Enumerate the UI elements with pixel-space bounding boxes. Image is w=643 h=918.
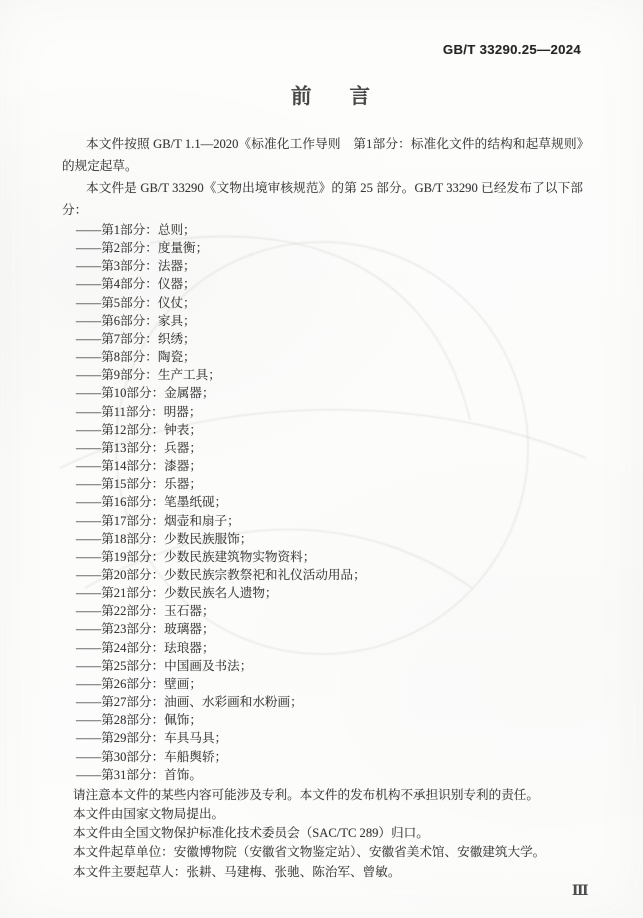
list-item-part: ——第30部分：车船舆轿； (76, 749, 228, 764)
list-item-part: ——第10部分：金属器； (76, 386, 215, 401)
list-item-part: ——第13部分：兵器； (76, 440, 202, 455)
parts-list (62, 221, 583, 784)
list-item-part: ——第17部分：烟壶和扇子； (76, 513, 240, 528)
list-item-part: ——第14部分：漆器； (76, 459, 202, 474)
list-item-part: ——第18部分：少数民族服饰； (76, 531, 253, 546)
title-char-yan: 言 (349, 85, 370, 108)
paragraph-drafting-rules: 本文件按照 GB/T 1.1—2020《标准化工作导则 第1部分：标准化文件的结构和起草规则》的规定起草。 (62, 137, 583, 173)
list-item-part: ——第9部分：生产工具； (76, 368, 221, 383)
notice-paragraph: 本文件由国家文物局提出。 (73, 807, 225, 822)
list-item-part: ——第3部分：法器； (76, 259, 196, 274)
page-title (0, 79, 643, 109)
list-item-part: ——第28部分：佩饰； (76, 713, 202, 728)
list-item-part: ——第15部分：乐器； (76, 477, 202, 492)
notice-paragraph: 请注意本文件的某些内容可能涉及专利。本文件的发布机构不承担识别专利的责任。 (73, 787, 539, 802)
list-item-part: ——第27部分：油画、水彩画和水粉画； (76, 695, 303, 710)
list-item-part: ——第19部分：少数民族建筑物实物资料； (76, 549, 316, 564)
list-item-part: ——第5部分：仪仗； (76, 295, 196, 310)
list-item-part: ——第8部分：陶瓷； (76, 350, 196, 365)
list-item-part: ——第29部分：车具马具； (76, 731, 228, 746)
list-item-part: ——第22部分：玉石器； (76, 604, 215, 619)
list-item-part: ——第21部分：少数民族名人遗物； (76, 586, 278, 601)
list-item-part: ——第6部分：家具； (76, 313, 196, 328)
list-item-part: ——第24部分：珐琅器； (76, 640, 215, 655)
notice-paragraph: 本文件主要起草人：张耕、马建梅、张驰、陈治军、曾敏。 (73, 864, 401, 879)
list-item-part: ——第7部分：织绣； (76, 331, 196, 346)
title-char-qian: 前 (291, 85, 312, 108)
standard-number: GB/T 33290.25—2024 (442, 42, 581, 57)
list-item-part: ——第25部分：中国画及书法； (76, 658, 253, 673)
list-item-part: ——第4部分：仪器； (76, 277, 196, 292)
list-item-part: ——第31部分：首饰。 (76, 767, 202, 782)
notice-paragraph: 本文件由全国文物保护标准化技术委员会（SAC/TC 289）归口。 (73, 826, 429, 841)
list-item-part: ——第20部分：少数民族宗教祭祀和礼仪活动用品； (76, 567, 366, 582)
paragraph-series-intro: 本文件是 GB/T 33290《文物出境审核规范》的第 25 部分。GB/T 33290 已经发布了以下部分： (62, 181, 583, 217)
list-item-part: ——第16部分：笔墨纸砚； (76, 495, 228, 510)
list-item-part: ——第12部分：钟表； (76, 422, 202, 437)
list-item-part: ——第2部分：度量衡； (76, 241, 209, 256)
list-item-part: ——第23部分：玻璃器； (76, 622, 215, 637)
notices-block (62, 786, 583, 882)
list-item-part: ——第11部分：明器； (76, 404, 202, 419)
list-item-part: ——第1部分：总则； (76, 223, 196, 237)
page-number: Ⅲ (572, 883, 589, 898)
foreword-body (62, 133, 583, 882)
list-item-part: ——第26部分：壁画； (76, 676, 202, 691)
notice-paragraph: 本文件起草单位：安徽博物院（安徽省文物鉴定站）、安徽省美术馆、安徽建筑大学。 (73, 845, 546, 860)
